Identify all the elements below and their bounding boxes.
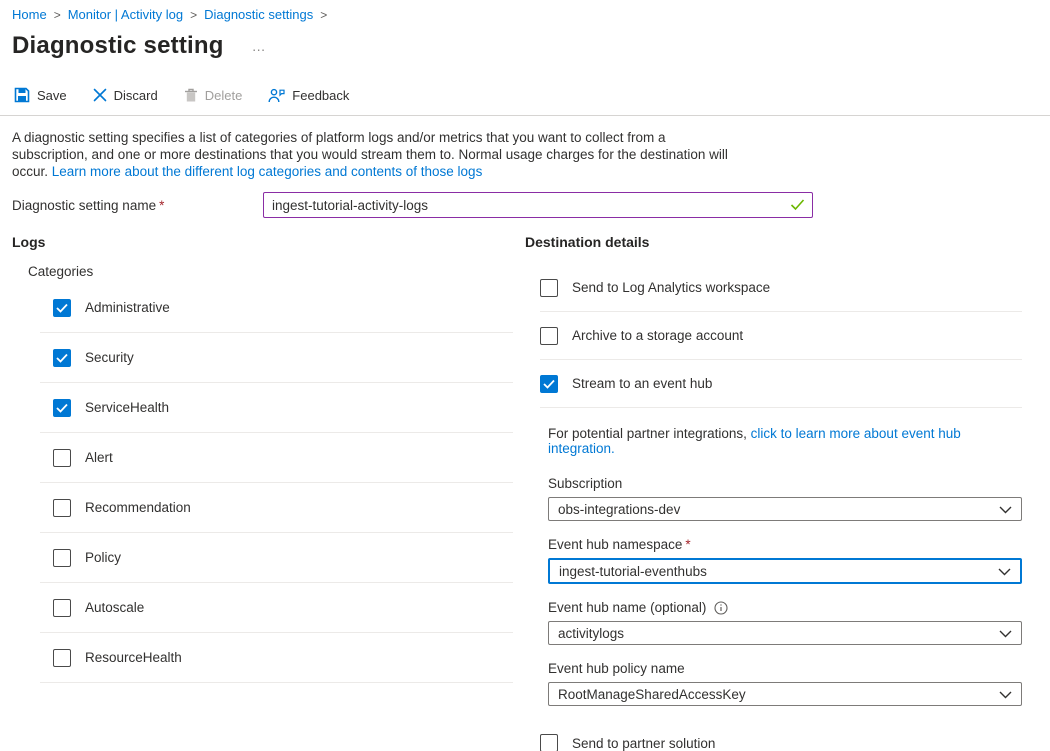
event-hub-checkbox[interactable]	[540, 375, 558, 393]
policy-checkbox[interactable]	[53, 549, 71, 567]
event-hub-policy-label: Event hub policy name	[548, 661, 685, 676]
partner-solution-checkbox[interactable]	[540, 734, 558, 751]
breadcrumb-diagnostic-settings[interactable]: Diagnostic settings	[204, 7, 314, 22]
logs-section	[12, 234, 513, 751]
breadcrumb-home[interactable]: Home	[12, 7, 47, 22]
event-hub-namespace-label: Event hub namespace *	[548, 537, 691, 552]
partner-solution-row	[540, 734, 1022, 751]
category-row-autoscale	[40, 583, 513, 633]
info-icon[interactable]	[714, 601, 728, 615]
category-row-resourcehealth	[40, 633, 513, 683]
command-bar	[0, 87, 1050, 116]
breadcrumb-monitor-activity-log[interactable]: Monitor | Activity log	[67, 7, 184, 22]
required-asterisk: *	[159, 197, 165, 213]
category-label: Autoscale	[85, 600, 145, 615]
event-hub-policy-field	[548, 661, 1022, 706]
subscription-value: obs-integrations-dev	[558, 501, 681, 517]
subscription-field	[548, 476, 1022, 521]
diagnostic-setting-name-input[interactable]	[263, 192, 813, 218]
recommendation-checkbox[interactable]	[53, 499, 71, 517]
event-hub-policy-value: RootManageSharedAccessKey	[558, 686, 746, 702]
category-label: ServiceHealth	[85, 400, 170, 415]
administrative-checkbox[interactable]	[53, 299, 71, 317]
more-options-icon[interactable]: …	[251, 38, 267, 54]
valid-check-icon	[790, 198, 805, 214]
page-title: Diagnostic setting	[12, 32, 224, 59]
category-label: Administrative	[85, 300, 170, 315]
category-label: ResourceHealth	[85, 650, 182, 665]
save-icon	[14, 87, 30, 103]
event-hub-integration-link[interactable]: click to learn more about event hub integration.	[548, 426, 961, 456]
category-label: Alert	[85, 450, 113, 465]
autoscale-checkbox[interactable]	[53, 599, 71, 617]
categories-label: Categories	[28, 264, 94, 279]
learn-more-link[interactable]: Learn more about the different log categories and contents of those logs	[51, 164, 483, 179]
category-row-security	[40, 333, 513, 383]
destination-label: Archive to a storage account	[572, 328, 744, 343]
logs-heading: Logs	[12, 234, 46, 250]
destination-details-heading: Destination details	[525, 234, 650, 250]
delete-button[interactable]: Delete	[184, 88, 243, 103]
page-description: A diagnostic setting specifies a list of categories of platform logs and/or metrics that you want to collect from a subscription, and one or more destinations that you would stream them to. Normal usage charges for the destination will occur. Learn more about the different log categories and contents of those logs	[12, 130, 728, 179]
partner-integration-note: For potential partner integrations, click to learn more about event hub integration.	[548, 426, 961, 456]
diagnostic-setting-name-label: Diagnostic setting name *	[12, 197, 165, 213]
category-row-servicehealth	[40, 383, 513, 433]
alert-checkbox[interactable]	[53, 449, 71, 467]
discard-button[interactable]: Discard	[93, 88, 158, 103]
feedback-person-icon	[268, 88, 285, 103]
category-label: Recommendation	[85, 500, 191, 515]
category-row-alert	[40, 433, 513, 483]
diagnostic-setting-name-row	[12, 192, 1038, 218]
chevron-down-icon	[999, 687, 1012, 702]
breadcrumb-separator: >	[190, 8, 198, 22]
feedback-button[interactable]: Feedback	[268, 88, 349, 103]
required-asterisk: *	[685, 537, 691, 552]
trash-icon	[184, 88, 198, 103]
breadcrumb-separator: >	[53, 8, 61, 22]
chevron-down-icon	[999, 502, 1012, 517]
partner-solution-label: Send to partner solution	[572, 735, 716, 751]
discard-x-icon	[93, 88, 107, 102]
servicehealth-checkbox[interactable]	[53, 399, 71, 417]
event-hub-policy-dropdown[interactable]	[548, 682, 1022, 706]
event-hub-name-label: Event hub name (optional)	[548, 600, 1022, 615]
category-row-policy	[40, 533, 513, 583]
category-row-recommendation	[40, 483, 513, 533]
event-hub-namespace-value: ingest-tutorial-eventhubs	[559, 563, 707, 579]
event-hub-namespace-field	[548, 537, 1022, 584]
destination-row-event-hub	[540, 360, 1022, 408]
chevron-down-icon	[999, 626, 1012, 641]
destination-label: Send to Log Analytics workspace	[572, 280, 771, 295]
resourcehealth-checkbox[interactable]	[53, 649, 71, 667]
destination-details-section	[525, 234, 1022, 751]
destination-row-log-analytics	[540, 264, 1022, 312]
log-analytics-checkbox[interactable]	[540, 279, 558, 297]
security-checkbox[interactable]	[53, 349, 71, 367]
subscription-label: Subscription	[548, 476, 623, 491]
subscription-dropdown[interactable]	[548, 497, 1022, 521]
breadcrumb	[12, 7, 1038, 22]
storage-account-checkbox[interactable]	[540, 327, 558, 345]
breadcrumb-separator: >	[320, 8, 328, 22]
category-label: Security	[85, 350, 134, 365]
category-label: Policy	[85, 550, 122, 565]
destination-label: Stream to an event hub	[572, 376, 713, 391]
chevron-down-icon	[998, 564, 1011, 579]
event-hub-name-dropdown[interactable]	[548, 621, 1022, 645]
event-hub-namespace-dropdown[interactable]	[548, 558, 1022, 584]
save-button[interactable]: Save	[14, 87, 67, 103]
event-hub-name-field	[548, 600, 1022, 645]
destination-row-storage-account	[540, 312, 1022, 360]
event-hub-name-value: activitylogs	[558, 625, 625, 641]
category-row-administrative	[40, 283, 513, 333]
